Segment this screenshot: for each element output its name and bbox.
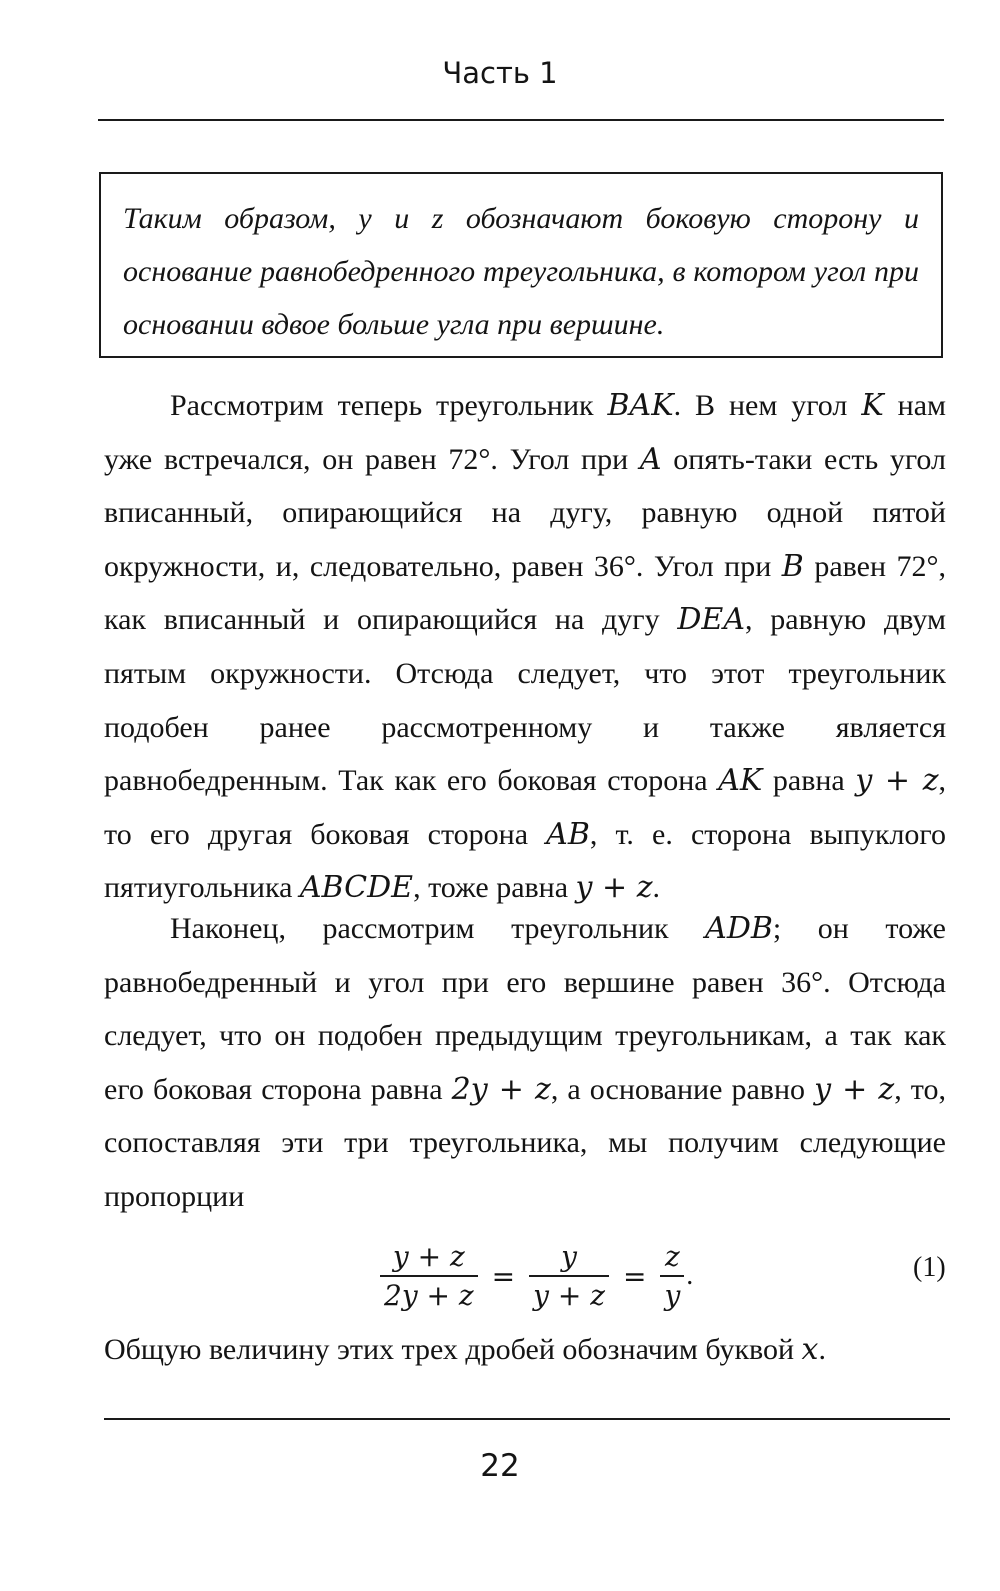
- header-rule: [98, 119, 944, 121]
- math-y-plus-z: y + z: [855, 763, 939, 799]
- text-run: , а основание равно: [550, 1072, 815, 1106]
- math-y-plus-z: y + z: [814, 1071, 895, 1107]
- boxed-note-text: Таким образом, y и z обозначают боковую сторону и основание равнобедренного треугольника, в котором угол при основании вдвое больше угла при вершине.: [123, 202, 919, 341]
- fraction-1: [380, 1240, 478, 1312]
- paragraph-1: [104, 379, 946, 915]
- text-run: ; он тоже равнобедренный и угол при его вершине равен 36°. Отсюда следует, что он подобен предыдущим треугольникам, а так как его боковая сторона равна: [104, 912, 946, 1106]
- math-dea: DEA: [677, 602, 745, 638]
- math-b: B: [781, 548, 804, 584]
- text-run: , т. е. сторона выпуклого пятиугольника: [104, 817, 946, 905]
- math-x: x: [801, 1332, 819, 1367]
- text-run: , то, сопоставляя эти три треугольника, мы получим следующие пропорции: [104, 1072, 947, 1213]
- math-a: A: [639, 441, 662, 477]
- fraction-2-numerator: y: [561, 1240, 577, 1273]
- equation-number: (1): [913, 1252, 946, 1283]
- fraction-2: [529, 1240, 609, 1312]
- fraction-1-denominator: 2y + z: [380, 1275, 478, 1312]
- text-run: . В нем угол: [673, 389, 862, 422]
- text-run: , тоже равна: [413, 871, 576, 905]
- conclusion-text: Общую величину этих трех дробей обозначим буквой: [104, 1333, 802, 1366]
- text-run: , то его другая боковая сторона: [104, 764, 947, 851]
- math-y-plus-z: y + z: [575, 870, 653, 906]
- math-abcde: ABCDE: [299, 870, 414, 906]
- math-ak: AK: [718, 763, 763, 799]
- paragraph-2: [104, 902, 946, 1224]
- fraction-3-numerator: z: [664, 1240, 680, 1273]
- math-ab: AB: [546, 816, 590, 852]
- conclusion-line: [104, 1323, 946, 1376]
- math-2y-plus-z: 2y + z: [451, 1071, 551, 1107]
- math-bak: BAK: [607, 388, 674, 423]
- conclusion-period: .: [818, 1333, 826, 1366]
- math-adb: ADB: [705, 911, 773, 946]
- running-header: Часть 1: [442, 56, 558, 90]
- footer-rule: [104, 1418, 950, 1420]
- page-number: 22: [480, 1448, 520, 1484]
- fraction-1-numerator: y + z: [392, 1240, 465, 1273]
- text-run: Рассмотрим теперь треугольник: [170, 389, 608, 422]
- text-run: опять-таки есть угол вписанный, опирающийся на дугу, равную одной пятой окружности, и, следовательно, равен 36°. Угол при: [104, 442, 946, 583]
- equals-sign: =: [622, 1259, 647, 1293]
- math-k: K: [861, 388, 884, 423]
- formula-period: .: [686, 1260, 694, 1291]
- fraction-3: [660, 1240, 684, 1312]
- proportion-formula: [380, 1236, 693, 1316]
- boxed-note: [99, 172, 943, 358]
- text-run: нам уже встречался, он равен 72°. Угол при: [104, 389, 947, 476]
- text-run: , равную двум пятым окружности. Отсюда следует, что этот треугольник подобен ранее рассмотренному и также является равнобедренным. Так как его боковая сторона: [104, 603, 946, 798]
- text-run: равен 72°, как вписанный и опирающийся на дугу: [104, 549, 946, 637]
- equals-sign: =: [491, 1259, 516, 1293]
- text-run: равна: [762, 764, 856, 798]
- fraction-3-denominator: y: [660, 1275, 684, 1312]
- fraction-2-denominator: y + z: [529, 1275, 609, 1312]
- text-run: .: [652, 871, 661, 905]
- text-run: Наконец, рассмотрим треугольник: [170, 912, 706, 945]
